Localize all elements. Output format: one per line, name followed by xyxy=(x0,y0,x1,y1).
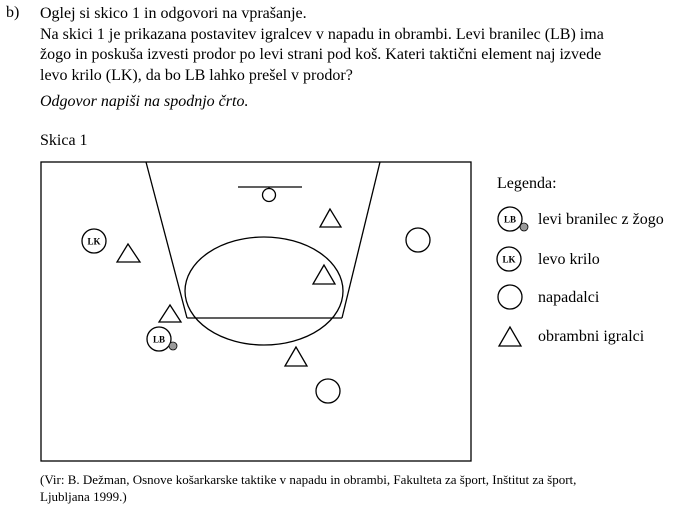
question-line: Na skici 1 je prikazana postavitev igralcev v napadu in obrambi. Levi branilec (LB) ima xyxy=(40,25,604,43)
legend-item-label: levi branilec z žogo xyxy=(538,211,664,228)
question-line: Oglej si skico 1 in odgovori na vprašanje. xyxy=(40,5,307,22)
ball-icon xyxy=(169,342,177,350)
answer-instruction: Odgovor napiši na spodnjo črto. xyxy=(40,93,249,110)
sketch-title: Skica 1 xyxy=(40,132,88,149)
attacker-player xyxy=(316,379,340,403)
question-line: levo krilo (LK), da bo LB lahko prešel v prodor? xyxy=(40,66,353,84)
basket-rim xyxy=(263,189,276,202)
legend-attacker-symbol xyxy=(498,285,522,309)
attacker-player xyxy=(406,228,430,252)
defender-triangle xyxy=(320,209,341,227)
legend-item-label: levo krilo xyxy=(538,251,600,268)
source-citation xyxy=(40,472,576,505)
source-line: Ljubljana 1999.) xyxy=(40,488,127,504)
legend-item-label: napadalci xyxy=(538,289,600,306)
source-line: (Vir: B. Dežman, Osnove košarkarske taktike v napadu in obrambi, Fakulteta za šport, Inštitut za šport, xyxy=(40,472,577,487)
defender-triangle xyxy=(117,244,140,262)
legend-lb-label: LB xyxy=(503,214,517,225)
defender-triangle xyxy=(285,347,307,366)
legend-title: Legenda: xyxy=(497,175,557,192)
player-lk-label: LK xyxy=(87,236,101,247)
court-boundary xyxy=(41,162,471,461)
player-lb-label: LB xyxy=(152,334,166,345)
question-letter: b) xyxy=(6,4,20,21)
free-throw-circle xyxy=(185,237,343,345)
defender-triangle xyxy=(313,265,335,284)
defender-triangle xyxy=(159,305,181,322)
lane-right-line xyxy=(342,162,380,318)
legend-ball-icon xyxy=(520,223,528,231)
legend-item-label: obrambni igralci xyxy=(538,328,645,345)
question-line: žogo in poskuša izvesti prodor po levi strani pod koš. Kateri taktični element naj izvede xyxy=(40,46,602,63)
legend-defender-symbol xyxy=(499,327,521,346)
legend-lk-label: LK xyxy=(502,254,516,265)
lane-left-line xyxy=(146,162,187,318)
